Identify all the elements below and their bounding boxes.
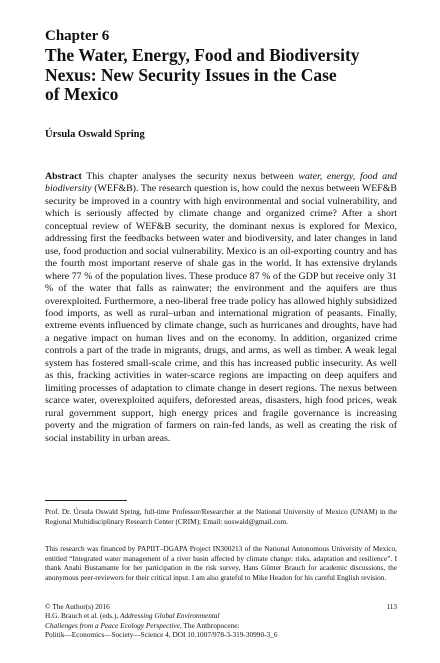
chapter-title-line: of Mexico (45, 84, 119, 104)
doi: DOI 10.1007/978-3-319-30990-3_6 (172, 630, 278, 640)
book-line (45, 621, 397, 630)
chapter-title (45, 46, 415, 105)
publication-info (45, 602, 397, 640)
abstract-keywords: water, energy, food and biodiversity (45, 171, 397, 195)
series-part-a: The Anthropocene: (183, 620, 240, 630)
series-line (45, 630, 397, 639)
chapter-title-line: Nexus: New Security Issues in the Case (45, 64, 337, 85)
funding-footnote: This research was financed by PAPIIT–DGAPA Project IN300213 of the National Autonomous University of Mexico, entitled “Integrated water management of a river basin affected by climate change: risks, adaptation and resilience”. I thank Anahi Bustamante for her participation in the risk survey, Hans Günter Brauch for academic discussions, the anonymous peer-reviewers for their critical input. I am also grateful to Mike Headon for his careful English revision. (45, 544, 397, 582)
author-affiliation-footnote: Prof. Dr. Úrsula Oswald Spring, full-time Professor/Researcher at the National University of Mexico (UNAM) in the Regional Multidisciplinary Research Center (CRIM); Email: uoswald@gmail.com. (45, 507, 397, 526)
abstract-body: (WEF&B). The research question is, how could the nexus between WEF&B security be improved in a country with high environmental and social vulnerability, and which is seriously affected by climate change and organized crime? After a short conceptual review of WEF&B security, the dominant nexus is explored for Mexico, addressing first the feedbacks between water and biodiversity, and later changes in land use, food production and social vulnerability. Mexico is an oil-exporting country and has the fourth most important reserve of shale gas in the world. It has extensive drylands where 77 % of the population lives. These produce 87 % of the GDP but receive only 31 % of the water that falls as rainwater; the environment and the aquifers are thus overexploited. Furthermore, a neo-liberal free trade policy has allowed highly subsidized food imports, as well as rural–urban and international migration of peasants. Finally, extreme events influenced by climate change, such as hurricanes and droughts, have had a negative impact on human lives and on the economy. In addition, organized crime controls a part of the trade in migrants, drugs, and arms, as well as timber. A weak legal system has fostered small-scale crime, and this has increased public insecurity. As well as this, fracking activities in water-scarce regions are impacting on deep aquifers and limiting processes of adaptation to climate change in desert regions. The nexus between scarce water, overexploited aquifers, deforested areas, disasters, high food prices, weak rural government support, high energy prices and fragile governance is increasing poverty and the migration of farmers on rain-fed lands, as well as creating the risk of social instability in urban areas. (45, 183, 398, 444)
abstract-label: Abstract (45, 171, 82, 182)
editors-line (45, 611, 397, 620)
copyright: © The Author(s) 2016 (45, 602, 110, 611)
chapter-title-line: The Water, Energy, Food and Biodiversity (45, 45, 360, 65)
abstract (45, 171, 397, 445)
editors: H.G. Brauch et al. (eds.), (45, 611, 119, 621)
copyright-line (45, 602, 397, 611)
book-title-part-b: Challenges from a Peace Ecology Perspective, (45, 620, 182, 630)
chapter-label: Chapter 6 (45, 28, 110, 44)
series-part-b: Politik—Economics—Society—Science 4, (45, 630, 171, 640)
book-title-part-a: Addressing Global Environmental (119, 611, 220, 621)
author-name: Úrsula Oswald Spring (45, 129, 145, 140)
abstract-intro: This chapter analyses the security nexus between (86, 171, 294, 182)
footnote-divider (45, 500, 127, 501)
page-number: 113 (386, 602, 397, 611)
